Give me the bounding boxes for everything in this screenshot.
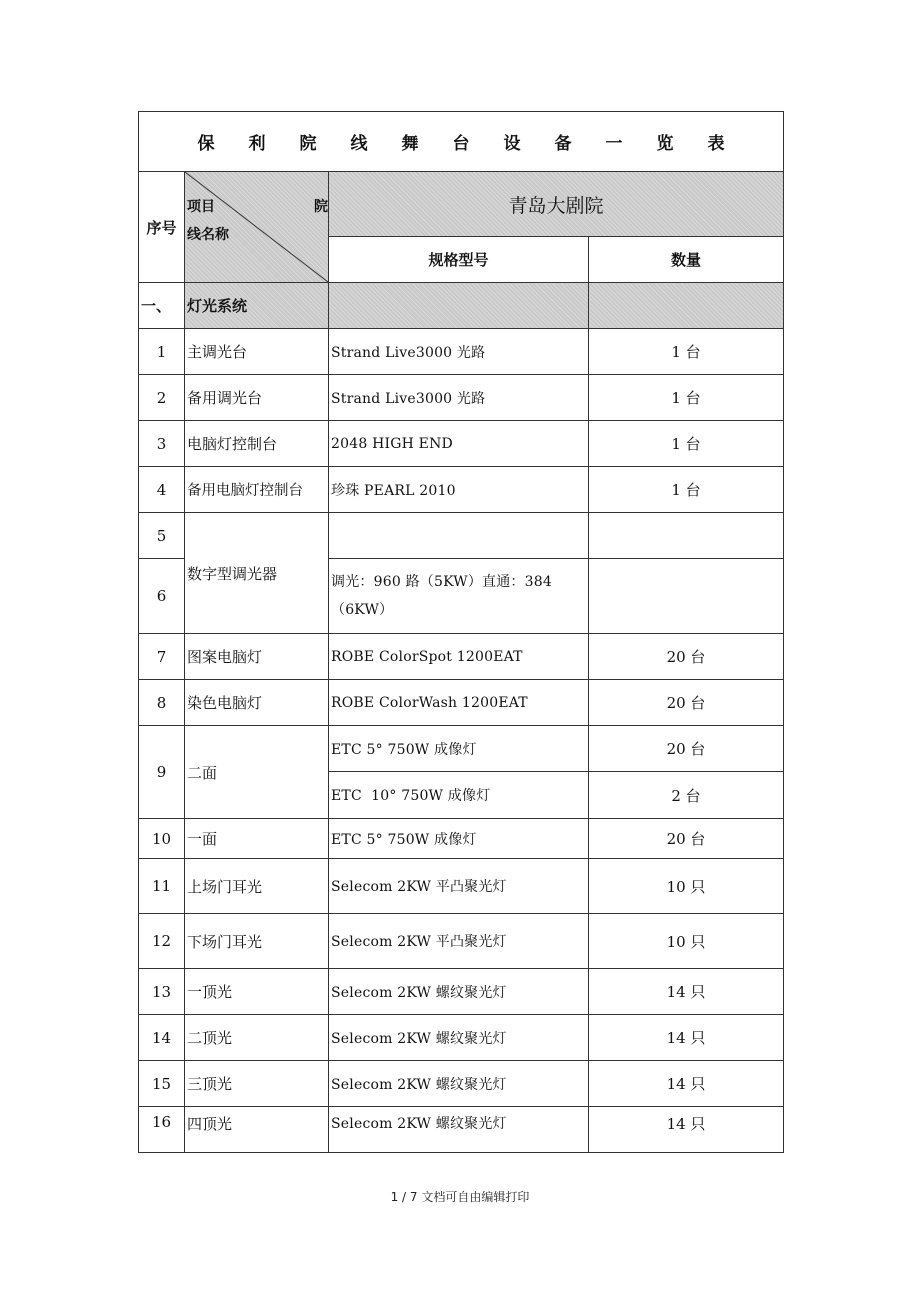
title-char: 线 bbox=[350, 134, 368, 154]
qty-header: 数量 bbox=[589, 237, 784, 283]
spec-header: 规格型号 bbox=[329, 237, 589, 283]
title-char: 设 bbox=[503, 134, 521, 154]
title-char: 表 bbox=[707, 134, 725, 154]
equipment-name: 二顶光 bbox=[185, 1015, 329, 1061]
table-row bbox=[139, 467, 784, 513]
row-number: 16 bbox=[139, 1107, 185, 1153]
row-number: 8 bbox=[139, 680, 185, 726]
equipment-qty: 10 只 bbox=[589, 914, 784, 969]
row-number: 7 bbox=[139, 634, 185, 680]
section-number: 一、 bbox=[139, 283, 185, 329]
table-row bbox=[139, 859, 784, 914]
table-row bbox=[139, 634, 784, 680]
equipment-spec: 调光：960 路（5KW）直通：384（6KW） bbox=[329, 559, 589, 634]
equipment-spec bbox=[329, 513, 589, 559]
row-number: 4 bbox=[139, 467, 185, 513]
equipment-spec: 2048 HIGH END bbox=[329, 421, 589, 467]
theatre-label: 院 bbox=[314, 199, 328, 215]
equipment-spec: ETC 5° 750W 成像灯 bbox=[329, 726, 589, 772]
equipment-qty bbox=[589, 513, 784, 559]
table-row bbox=[139, 914, 784, 969]
table-row bbox=[139, 969, 784, 1015]
equipment-name: 四顶光 bbox=[185, 1107, 329, 1153]
row-number: 12 bbox=[139, 914, 185, 969]
title-char: 院 bbox=[299, 134, 317, 154]
equipment-name: 电脑灯控制台 bbox=[185, 421, 329, 467]
equipment-spec: ROBE ColorSpot 1200EAT bbox=[329, 634, 589, 680]
section-spec-cell bbox=[329, 283, 589, 329]
title-char: 舞 bbox=[401, 134, 419, 154]
equipment-spec: Selecom 2KW 螺纹聚光灯 bbox=[329, 1015, 589, 1061]
equipment-name: 染色电脑灯 bbox=[185, 680, 329, 726]
row-number: 9 bbox=[139, 726, 185, 819]
header-row-1 bbox=[139, 172, 784, 237]
title-char: 保 bbox=[197, 134, 215, 154]
row-number: 6 bbox=[139, 559, 185, 634]
equipment-table bbox=[138, 111, 784, 1153]
table-row bbox=[139, 375, 784, 421]
equipment-name: 下场门耳光 bbox=[185, 914, 329, 969]
page-footer: 1 / 7 文档可自由编辑打印 bbox=[390, 1190, 530, 1204]
title-char: 览 bbox=[656, 134, 674, 154]
line-name-label: 线名称 bbox=[187, 227, 229, 243]
equipment-name: 一顶光 bbox=[185, 969, 329, 1015]
equipment-qty: 20 台 bbox=[589, 819, 784, 859]
equipment-qty: 1 台 bbox=[589, 375, 784, 421]
equipment-spec: Selecom 2KW 螺纹聚光灯 bbox=[329, 969, 589, 1015]
equipment-spec: Strand Live3000 光路 bbox=[329, 375, 589, 421]
table-row bbox=[139, 726, 784, 772]
equipment-qty: 1 台 bbox=[589, 421, 784, 467]
row-number: 15 bbox=[139, 1061, 185, 1107]
equipment-name: 二面 bbox=[185, 726, 329, 819]
title-char: 备 bbox=[554, 134, 572, 154]
equipment-spec: Selecom 2KW 螺纹聚光灯 bbox=[329, 1061, 589, 1107]
equipment-spec: ROBE ColorWash 1200EAT bbox=[329, 680, 589, 726]
equipment-name: 三顶光 bbox=[185, 1061, 329, 1107]
diagonal-header-cell bbox=[185, 172, 329, 283]
equipment-spec: ETC 5° 750W 成像灯 bbox=[329, 819, 589, 859]
table-row bbox=[139, 1061, 784, 1107]
equipment-name: 数字型调光器 bbox=[185, 513, 329, 634]
section-name: 灯光系统 bbox=[185, 283, 329, 329]
row-number: 1 bbox=[139, 329, 185, 375]
equipment-spec: Selecom 2KW 平凸聚光灯 bbox=[329, 859, 589, 914]
equipment-name: 上场门耳光 bbox=[185, 859, 329, 914]
equipment-name: 图案电脑灯 bbox=[185, 634, 329, 680]
equipment-qty: 2 台 bbox=[589, 772, 784, 819]
equipment-qty: 14 只 bbox=[589, 1061, 784, 1107]
equipment-qty: 1 台 bbox=[589, 329, 784, 375]
equipment-name: 主调光台 bbox=[185, 329, 329, 375]
table-row bbox=[139, 680, 784, 726]
equipment-qty: 20 台 bbox=[589, 726, 784, 772]
row-number: 5 bbox=[139, 513, 185, 559]
equipment-qty bbox=[589, 559, 784, 634]
row-number: 13 bbox=[139, 969, 185, 1015]
item-label: 项目 bbox=[187, 199, 215, 215]
equipment-qty: 14 只 bbox=[589, 1015, 784, 1061]
table-row bbox=[139, 819, 784, 859]
equipment-qty: 20 台 bbox=[589, 680, 784, 726]
equipment-spec: Selecom 2KW 螺纹聚光灯 bbox=[329, 1107, 589, 1153]
equipment-spec: 珍珠 PEARL 2010 bbox=[329, 467, 589, 513]
document-title bbox=[139, 112, 784, 172]
row-number: 3 bbox=[139, 421, 185, 467]
equipment-document bbox=[138, 111, 783, 1153]
table-row bbox=[139, 513, 784, 559]
seq-header: 序号 bbox=[139, 172, 185, 283]
equipment-spec: Selecom 2KW 平凸聚光灯 bbox=[329, 914, 589, 969]
equipment-spec: ETC 10° 750W 成像灯 bbox=[329, 772, 589, 819]
title-char: 台 bbox=[452, 134, 470, 154]
equipment-qty: 10 只 bbox=[589, 859, 784, 914]
section-qty-cell bbox=[589, 283, 784, 329]
table-row bbox=[139, 329, 784, 375]
equipment-name: 备用调光台 bbox=[185, 375, 329, 421]
equipment-qty: 14 只 bbox=[589, 969, 784, 1015]
row-number: 10 bbox=[139, 819, 185, 859]
venue-header: 青岛大剧院 bbox=[329, 172, 784, 237]
table-row bbox=[139, 421, 784, 467]
row-number: 14 bbox=[139, 1015, 185, 1061]
title-row bbox=[139, 112, 784, 172]
equipment-qty: 1 台 bbox=[589, 467, 784, 513]
section-row bbox=[139, 283, 784, 329]
equipment-name: 备用电脑灯控制台 bbox=[185, 467, 329, 513]
row-number: 2 bbox=[139, 375, 185, 421]
equipment-name: 一面 bbox=[185, 819, 329, 859]
table-row bbox=[139, 1015, 784, 1061]
table-row bbox=[139, 1107, 784, 1153]
equipment-qty: 20 台 bbox=[589, 634, 784, 680]
row-number: 11 bbox=[139, 859, 185, 914]
equipment-spec: Strand Live3000 光路 bbox=[329, 329, 589, 375]
title-char: 利 bbox=[248, 134, 266, 154]
equipment-qty: 14 只 bbox=[589, 1107, 784, 1153]
title-char: 一 bbox=[605, 134, 623, 154]
